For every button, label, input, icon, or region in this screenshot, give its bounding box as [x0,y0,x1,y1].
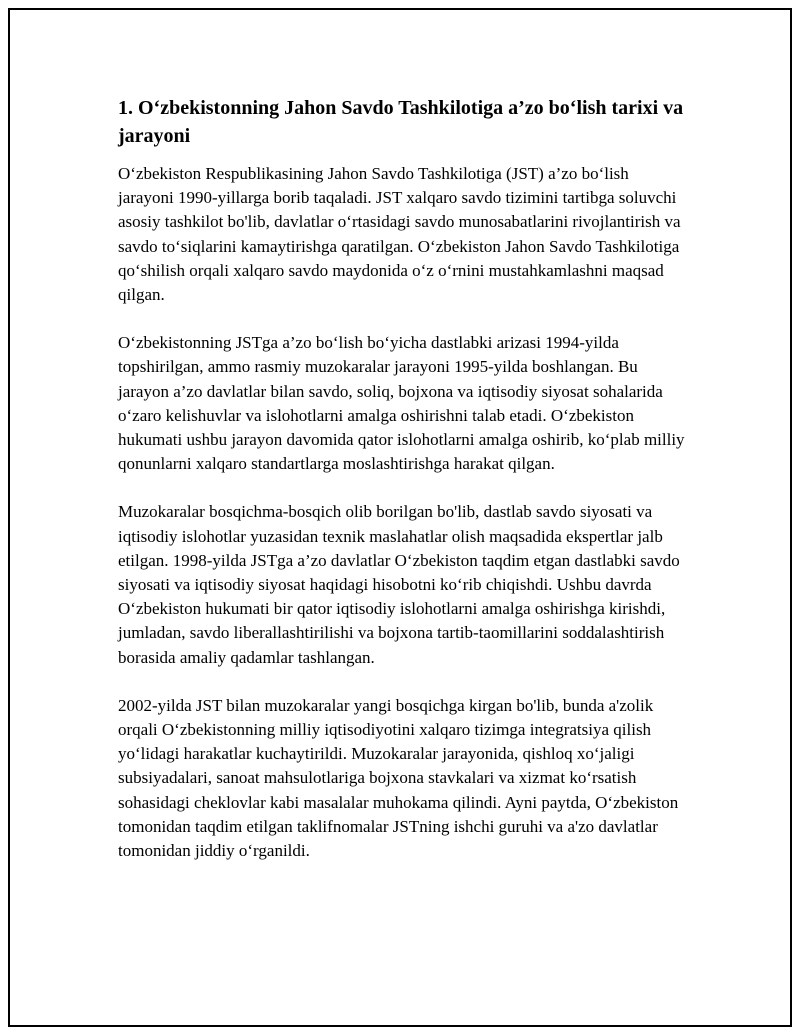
paragraph-2: O‘zbekistonning JSTga a’zo bo‘lish bo‘yicha dastlabki arizasi 1994-yilda topshirilgan, ammo rasmiy muzokaralar jarayoni 1995-yilda boshlangan. Bu jarayon a’zo davlatlar bilan savdo, soliq, bojxona va iqtisodiy siyosat sohalarida o‘zaro kelishuvlar va islohotlarni amalga oshirishni talab etadi. O‘zbekiston hukumati ushbu jarayon davomida qator islohotlarni amalga oshirib, ko‘plab milliy qonunlarni xalqaro standartlarga moslashtirishga harakat qilgan. [118,333,685,474]
paragraph-4: 2002-yilda JST bilan muzokaralar yangi bosqichga kirgan bo'lib, bunda a'zolik orqali O‘zbekistonning milliy iqtisodiyotini xalqaro tizimga integratsiya qilish yo‘lidagi harakatlar kuchaytirildi. Muzokaralar jarayonida, qishloq xo‘jaligi subsiyadalari, sanoat mahsulotlariga bojxona stavkalari va xizmat ko‘rsatish sohasidagi cheklovlar kabi masalalar muhokama qilindi. Ayni paytda, O‘zbekiston tomonidan taqdim etilgan taklifnomalar JSTning ishchi guruhi va a'zo davlatlar tomonidan jiddiy o‘rganildi. [118,695,679,861]
document-body [118,94,688,887]
paragraph-1: O‘zbekiston Respublikasining Jahon Savdo Tashkilotiga (JST) a’zo bo‘lish jarayoni 1990-yillarga borib taqaladi. JST xalqaro savdo tizimini tartibga soluvchi asosiy tashkilot bo'lib, davlatlar o‘rtasidagi savdo munosabatlarini rivojlantirish va savdo to‘siqlarini kamaytirishga qaratilgan. O‘zbekiston Jahon Savdo Tashkilotiga qo‘shilish orqali xalqaro savdo maydonida o‘z o‘rnini mustahkamlashni maqsad qilgan. [118,164,681,305]
section-heading: 1. O‘zbekistonning Jahon Savdo Tashkilotiga a’zo bo‘lish tarixi va jarayoni [118,97,684,147]
paragraph-3: Muzokaralar bosqichma-bosqich olib borilgan bo'lib, dastlab savdo siyosati va iqtisodiy islohotlar yuzasidan texnik maslahatlar olish maqsadida ekspertlar jalb etilgan. 1998-yilda JSTga a’zo davlatlar O‘zbekiston taqdim etgan dastlabki savdo siyosati va iqtisodiy siyosat haqidagi hisobotni ko‘rib chiqishdi. Ushbu davrda O‘zbekiston hukumati bir qator iqtisodiy islohotlarni amalga oshirishga kirishdi, jumladan, savdo liberallashtirilishi va bojxona tartib-taomillarini soddalashtirish borasida amaliy qadamlar tashlangan. [118,502,680,667]
